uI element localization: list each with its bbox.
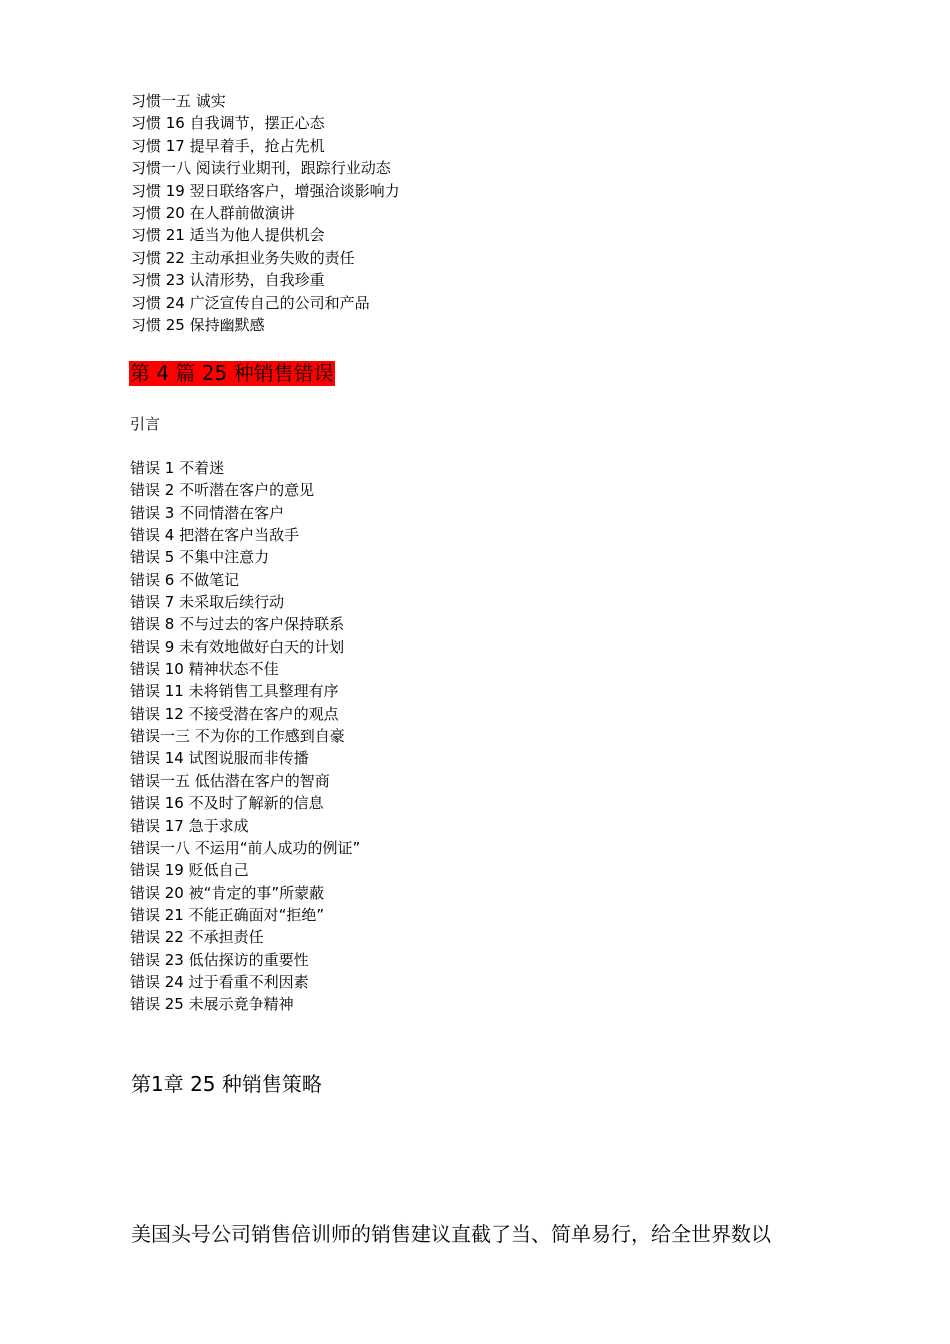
mistake-item: 错误 6 不做笔记 <box>130 570 240 589</box>
mistake-item: 错误 25 未展示竟争精神 <box>130 995 294 1014</box>
mistake-item: 错误 4 把潜在客户当敌手 <box>130 526 300 545</box>
mistake-item: 错误 12 不接受潜在客户的观点 <box>130 704 339 723</box>
mistake-item: 错误 24 过于看重不利因素 <box>130 972 309 991</box>
mistake-item: 错误 2 不听潜在客户的意见 <box>130 481 315 500</box>
mistake-item: 错误一三 不为你的工作感到自豪 <box>130 727 345 746</box>
mistake-item: 错误 23 低估探访的重要性 <box>130 950 309 969</box>
mistake-item: 错误 1 不着迷 <box>130 459 225 477</box>
body-paragraph: 美国头号公司销售倍训师的销售建议直截了当、简单易行，给全世界数以 <box>131 1222 771 1246</box>
habit-item: 习惯 22 主动承担业务失败的责任 <box>131 248 355 267</box>
mistake-item: 错误 7 未采取后续行动 <box>130 593 285 612</box>
mistake-item: 错误 10 精神状态不佳 <box>130 660 279 679</box>
habit-item: 习惯 23 认清形势，自我珍重 <box>131 271 325 290</box>
mistake-item: 错误 11 未将销售工具整理有序 <box>130 682 339 701</box>
mistake-item: 错误 19 贬低自己 <box>130 861 249 880</box>
habit-item: 习惯 24 广泛宣传自己的公司和产品 <box>131 293 370 312</box>
habit-item: 习惯 19 翌日联络客户，增强洽谈影响力 <box>131 181 400 200</box>
mistake-item: 错误 9 未有效地做好白天的计划 <box>130 637 345 656</box>
habit-item: 习惯一八 阅读行业期刊，跟踪行业动态 <box>131 159 391 178</box>
mistake-item: 错误 20 被“肯定的事”所蒙蔽 <box>130 883 325 902</box>
mistake-item: 错误 5 不集中注意力 <box>130 548 270 567</box>
habit-item: 习惯 17 提早着手，抢占先机 <box>131 136 325 155</box>
mistakes-list <box>130 457 360 1016</box>
mistake-item: 错误 8 不与过去的客户保持联系 <box>130 615 345 634</box>
mistake-item: 错误 21 不能正确面对“拒绝” <box>130 905 325 924</box>
mistake-item: 错误 22 不承担责任 <box>130 928 264 947</box>
section-title: 第 4 篇 25 种销售错误 <box>130 361 334 385</box>
mistake-item: 错误 3 不同情潜在客户 <box>130 503 285 522</box>
mistake-item: 错误 17 急于求成 <box>130 816 249 835</box>
mistake-item: 错误一五 低估潜在客户的智商 <box>130 771 330 790</box>
habits-list <box>131 90 400 336</box>
habit-item: 习惯一五 诚实 <box>131 92 226 110</box>
chapter-title: 第1章 25 种销售策略 <box>131 1072 322 1096</box>
mistake-item: 错误 16 不及时了解新的信息 <box>130 794 324 813</box>
habit-item: 习惯 21 适当为他人提供机会 <box>131 226 325 245</box>
intro-heading: 引言 <box>130 415 161 433</box>
mistake-item: 错误一八 不运用“前人成功的例证” <box>130 838 361 857</box>
habit-item: 习惯 20 在人群前做演讲 <box>131 203 295 222</box>
mistake-item: 错误 14 试图说服而非传播 <box>130 749 309 768</box>
habit-item: 习惯 25 保持幽默感 <box>131 315 265 334</box>
habit-item: 习惯 16 自我调节，摆正心态 <box>131 114 325 133</box>
